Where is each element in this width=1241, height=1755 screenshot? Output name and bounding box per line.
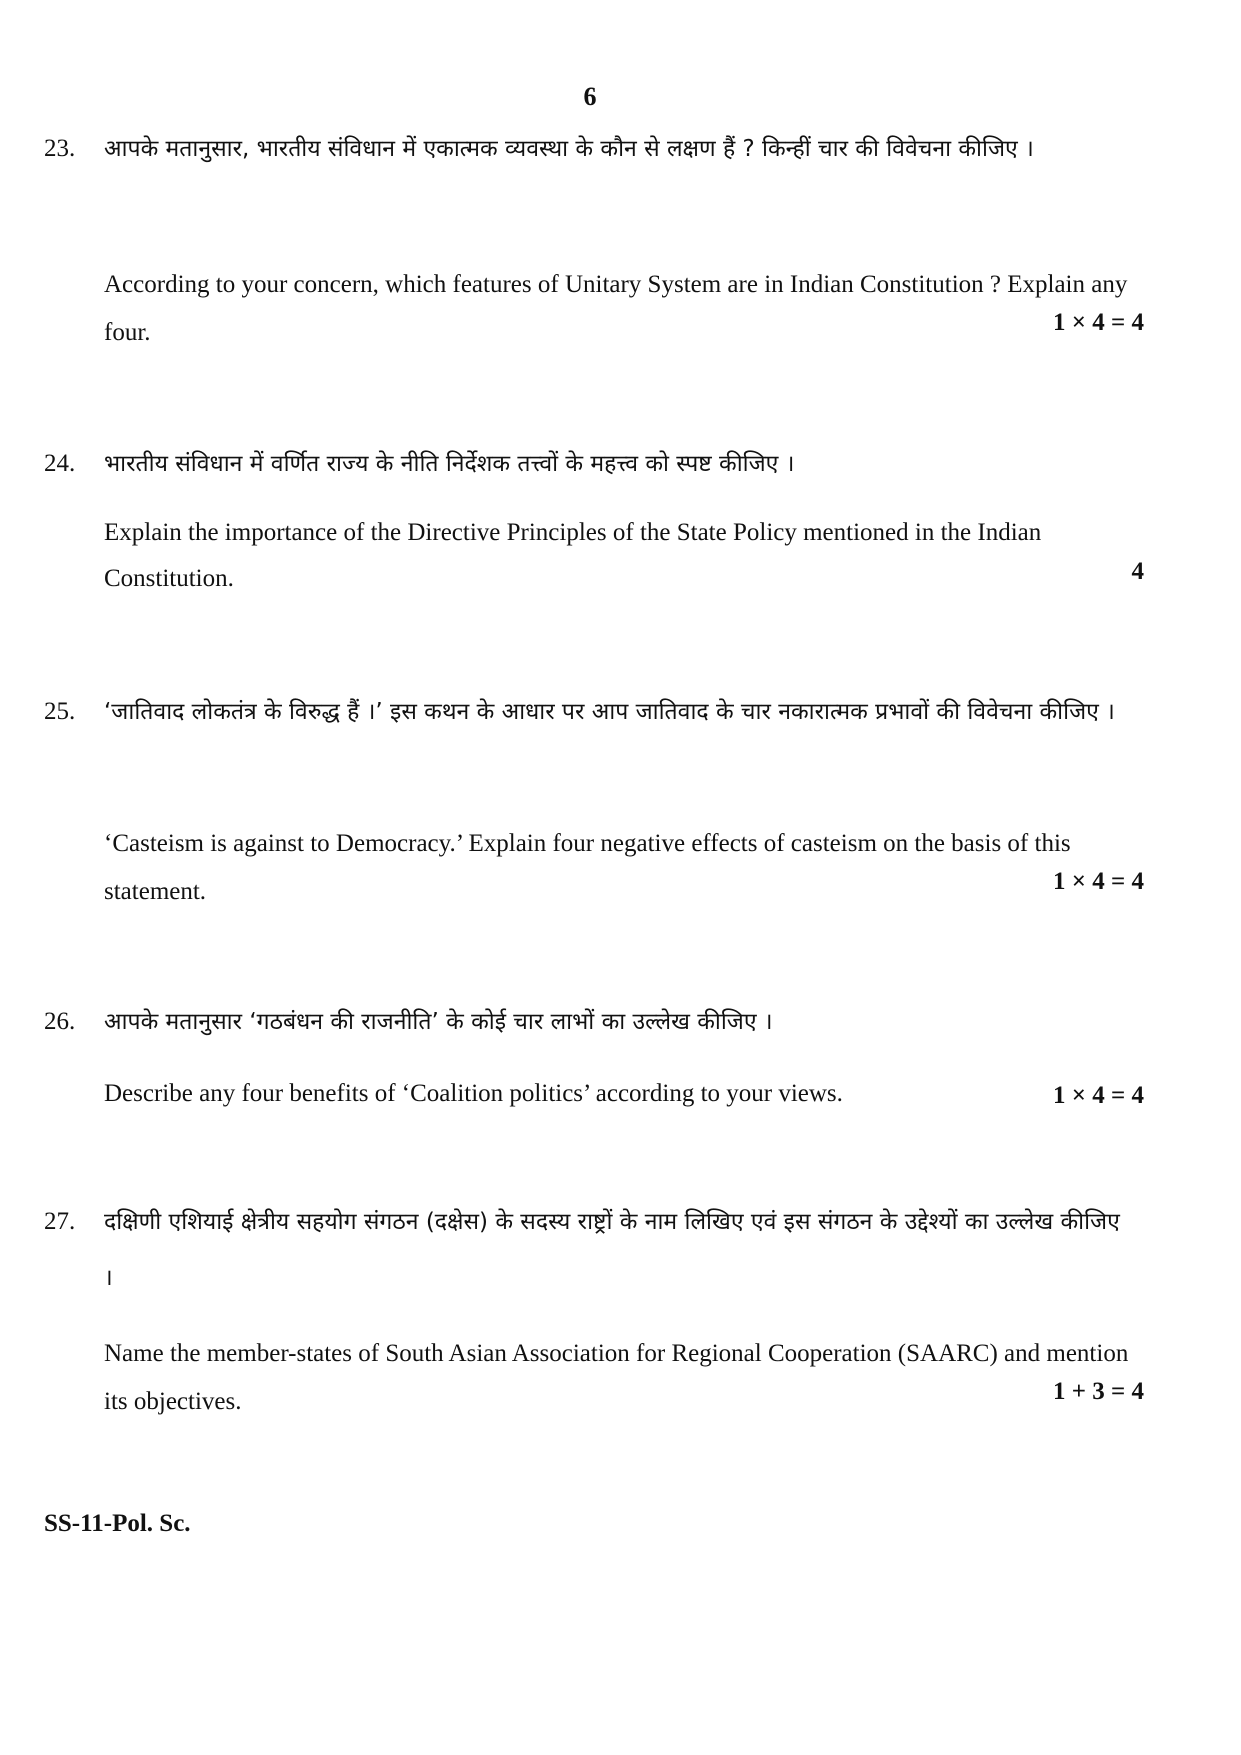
question-text-english: According to your concern, which features of Unitary System are in Indian Constitution ? Explain any four. [104,271,1128,346]
question-number: 26. [44,1008,76,1035]
question-25 [44,698,1144,918]
question-marks: 1 × 4 = 4 [1053,309,1144,336]
question-26 [44,1008,1144,1128]
question-text-english: ‘Casteism is against to Democracy.’ Explain four negative effects of casteism on the basis of this statement. [104,830,1071,905]
question-text-hindi: आपके मतानुसार ‘गठबंधन की राजनीति’ के कोई चार लाभों का उल्लेख कीजिए । [104,1009,773,1035]
paper-code: SS-11-Pol. Sc. [44,1510,191,1537]
question-marks: 1 × 4 = 4 [1053,1082,1144,1109]
question-number: 23. [44,135,76,162]
question-text-english: Describe any four benefits of ‘Coalition politics’ according to your views. [104,1080,843,1107]
question-23 [44,135,1144,355]
question-marks: 4 [1131,558,1144,585]
question-text-english: Explain the importance of the Directive Principles of the State Policy mentioned in the Indian Constitution. [104,519,1042,592]
question-24 [44,450,1144,610]
question-number: 25. [44,698,76,725]
page-number: 6 [583,82,597,111]
question-marks: 1 + 3 = 4 [1053,1378,1144,1405]
question-text-hindi: भारतीय संविधान में वर्णित राज्य के नीति निर्देशक तत्त्वों के महत्त्व को स्पष्ट कीजिए । [104,451,795,477]
question-number: 24. [44,450,76,477]
question-text-english: Name the member-states of South Asian Association for Regional Cooperation (SAARC) and mention its objectives. [104,1340,1129,1415]
question-text-hindi: आपके मतानुसार, भारतीय संविधान में एकात्मक व्यवस्था के कौन से लक्षण हैं ? किन्हीं चार की विवेचना कीजिए । [104,136,1034,162]
question-27 [44,1208,1144,1428]
question-marks: 1 × 4 = 4 [1053,868,1144,895]
question-text-hindi: ‘जातिवाद लोकतंत्र के विरुद्ध हैं ।’ इस कथन के आधार पर आप जातिवाद के चार नकारात्मक प्रभावों की विवेचना कीजिए । [104,699,1115,725]
question-text-hindi: दक्षिणी एशियाई क्षेत्रीय सहयोग संगठन (दक्षेस) के सदस्य राष्ट्रों के नाम लिखिए एवं इस संगठन के उद्देश्यों का उल्लेख कीजिए । [104,1209,1120,1291]
question-number: 27. [44,1208,76,1235]
